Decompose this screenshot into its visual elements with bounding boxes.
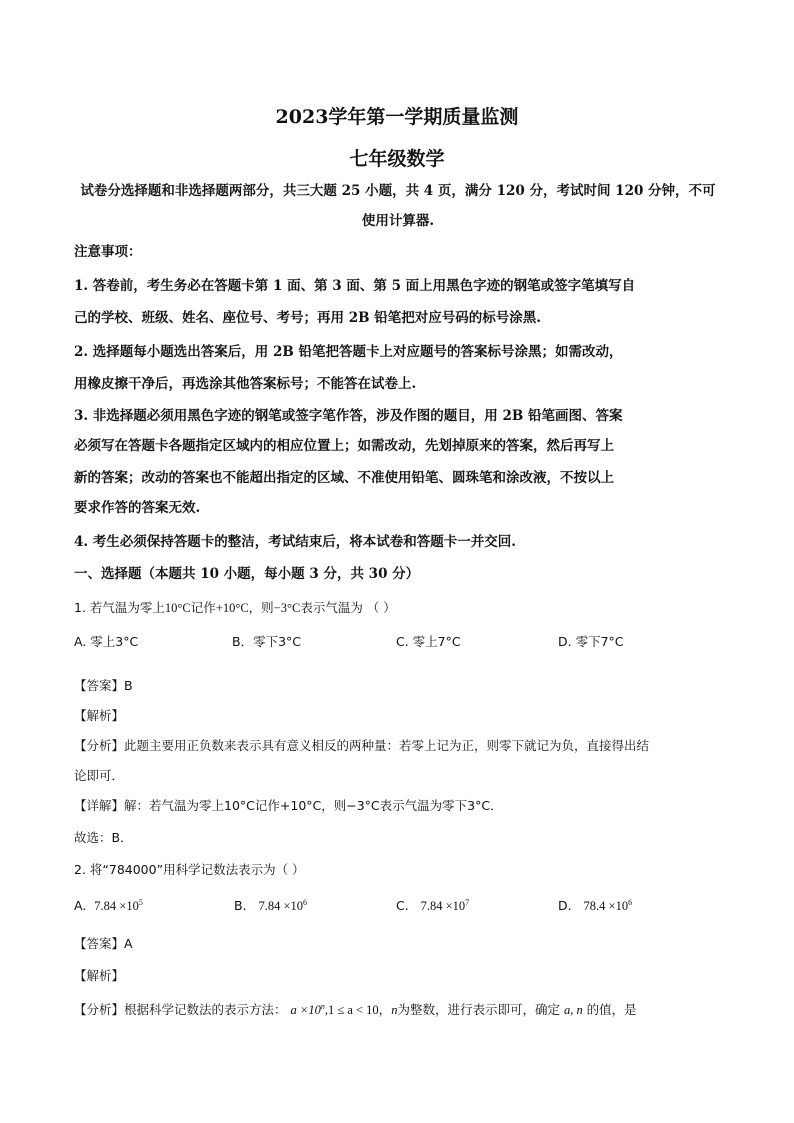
q1-stem-part-g: 表示气温为 （ ） (300, 600, 396, 615)
q2-answer (74, 934, 133, 952)
question-1-stem (74, 598, 396, 616)
q1-stem-temp-3: −3°C (273, 601, 301, 615)
notice-heading: 注意事项： (74, 244, 142, 260)
q2-option-d-label: D. (558, 898, 572, 913)
q2-analysis-part-c: 为整数，进行表示即可，确定 (397, 1002, 560, 1017)
q1-analysis-heading: 【解析】 (74, 708, 125, 723)
q2-answer-tag: 【答案】 (74, 936, 125, 951)
q2-option-d-exponent: 6 (628, 898, 633, 907)
q2-option-a-exponent: 5 (138, 898, 143, 907)
notice-item-2-line-2: 用橡皮擦干净后，再选涂其他答案标号；不能答在试卷上. (74, 376, 417, 392)
notice-item-3-line-1: 3. 非选择题必须用黑色字迹的钢笔或签字笔作答，涉及作图的题目，用 2B 铅笔画图、答案 (74, 408, 623, 424)
q2-option-a-label: A. (74, 898, 87, 913)
exam-intro: 试卷分选择题和非选择题两部分，共三大题 25 小题，共 4 页，满分 120 分，考试时间 120 分钟，不可使用计算器. (80, 183, 716, 229)
q2-formula-range: ,1 ≤ a < 10 (324, 1003, 379, 1017)
q1-stem-temp-1: 10°C (164, 601, 191, 615)
q2-option-d-base: 78.4 ×10 (583, 899, 629, 913)
q1-stem-part-c: 记作 (190, 600, 216, 615)
q2-formula-base: a ×10 (290, 1003, 321, 1017)
q2-option-c (396, 898, 469, 914)
q2-analysis-tag: 【分析】 (74, 1002, 125, 1017)
q2-analysis-an: a, n (563, 1003, 583, 1017)
q2-analysis-part-d: 的值，是 (586, 1002, 637, 1017)
q1-detail-tag: 【详解】 (74, 798, 125, 813)
q1-option-a: A. 零上3°C (74, 634, 139, 649)
q2-option-b-base: 7.84 ×10 (258, 899, 304, 913)
q1-answer-value: B (124, 678, 133, 693)
q1-conclusion: 故选：B． (74, 830, 133, 845)
q1-option-b: B．零下3°C (232, 634, 302, 649)
q2-option-c-label: C. (396, 898, 409, 913)
section-1-heading: 一、选择题（本题共 10 小题，每小题 3 分，共 30 分） (74, 566, 420, 582)
q1-analysis-line-2: 论即可． (74, 768, 125, 783)
q2-option-c-base: 7.84 ×10 (420, 899, 466, 913)
q2-analysis-part-b: ， (378, 1002, 392, 1017)
q2-option-a (74, 898, 143, 914)
q2-option-b (234, 898, 307, 914)
q2-answer-value: A (124, 936, 133, 951)
notice-item-4: 4. 考生必须保持答题卡的整洁，考试结束后，将本试卷和答题卡一并交回. (74, 534, 516, 550)
notice-item-1-line-1: 1. 答卷前，考生务必在答题卡第 1 面、第 3 面、第 5 面上用黑色字迹的钢笔或签字笔填写自 (74, 278, 636, 294)
q2-option-b-label: B. (234, 898, 247, 913)
notice-item-3-line-4: 要求作答的答案无效. (74, 500, 201, 516)
q2-analysis-line (74, 1000, 637, 1018)
q1-detail-text: 解：若气温为零上10°C记作+10°C，则−3°C表示气温为零下3°C． (124, 798, 503, 813)
q1-analysis-text-1: 此题主要用正负数来表示具有意义相反的两种量：若零上记为正，则零下就记为负，直接得出结 (124, 738, 650, 753)
exam-subtitle: 七年级数学 (349, 148, 445, 170)
q1-stem-part-a: 1. 若气温为零上 (74, 600, 165, 615)
q1-analysis-tag: 【分析】 (74, 738, 125, 753)
notice-item-1-line-2: 己的学校、班级、姓名、座位号、考号；再用 2B 铅笔把对应号码的标号涂黑. (74, 310, 541, 326)
q1-detail (74, 796, 503, 814)
notice-item-2-line-1: 2. 选择题每小题选出答案后，用 2B 铅笔把答题卡上对应题号的答案标号涂黑；如需改动， (74, 344, 623, 360)
q2-formula-exponent: n (320, 1002, 325, 1011)
notice-item-3-line-2: 必须写在答题卡各题指定区域内的相应位置上；如需改动，先划掉原来的答案，然后再写上 (74, 438, 614, 454)
q2-analysis-heading: 【解析】 (74, 968, 125, 983)
q1-stem-part-e: ，则 (248, 600, 274, 615)
q1-answer-tag: 【答案】 (74, 678, 125, 693)
q1-analysis-line-1 (74, 736, 649, 754)
q1-stem-temp-2: +10°C (215, 601, 249, 615)
q2-option-b-exponent: 6 (303, 898, 308, 907)
q2-analysis-part-a: 根据科学记数法的表示方法： (124, 1002, 287, 1017)
q1-option-d: D. 零下7°C (558, 634, 624, 649)
q2-option-c-exponent: 7 (465, 898, 470, 907)
q2-analysis-n: n (391, 1003, 398, 1017)
q1-option-c: C. 零上7°C (396, 634, 461, 649)
exam-title: 2023学年第一学期质量监测 (275, 106, 519, 128)
notice-item-3-line-3: 新的答案；改动的答案也不能超出指定的区域、不准使用铅笔、圆珠笔和涂改液，不按以上 (74, 470, 614, 486)
question-2-stem: 2. 将“784000”用科学记数法表示为（ ） (74, 862, 305, 877)
q2-option-a-base: 7.84 ×10 (94, 899, 139, 913)
q1-answer (74, 676, 133, 694)
q2-option-d (558, 898, 632, 914)
